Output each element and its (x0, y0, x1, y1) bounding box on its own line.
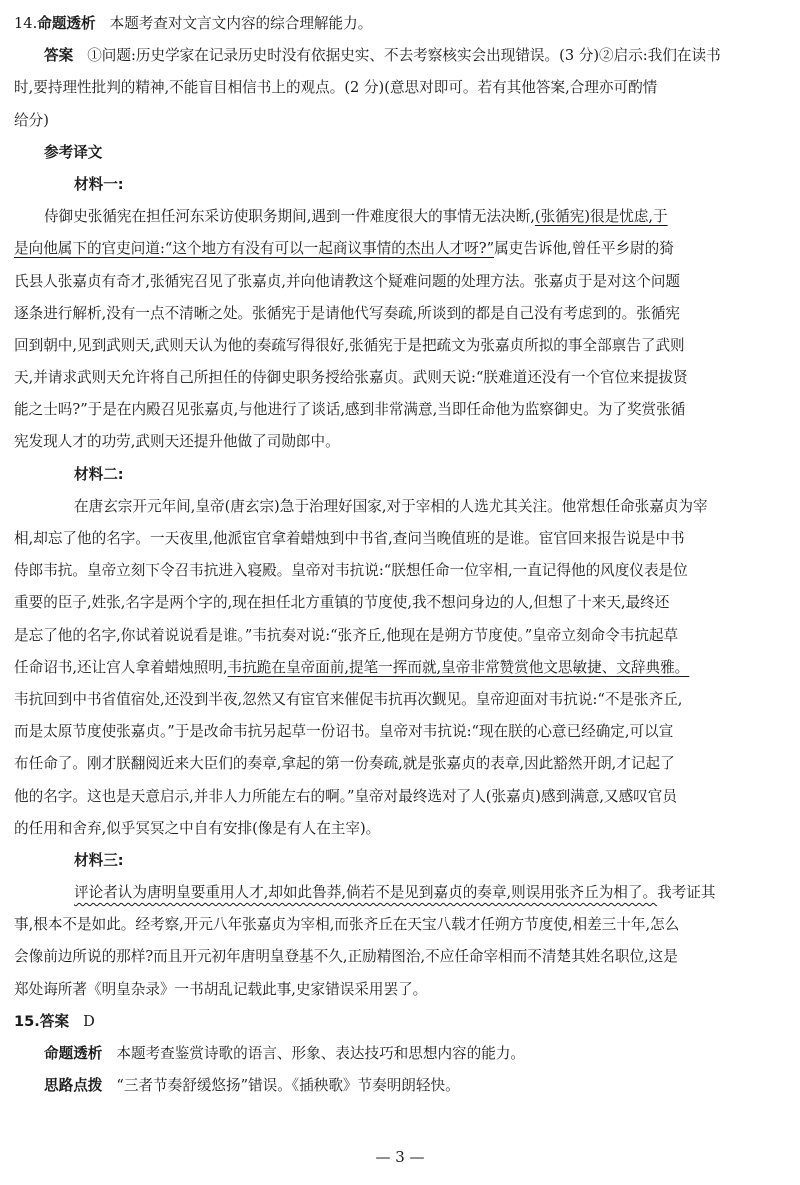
material-1-underlined-text: 是向他属下的官吏问道:“这个地方有没有可以一起商议事情的杰出人才呀?” (14, 240, 495, 258)
material-1-line-3: 氏县人张嘉贞有奇才,张循宪召见了张嘉贞,并向他请教这个疑难问题的处理方法。张嘉贞于是对这个问题 (14, 272, 681, 290)
translation-heading: 参考译文 (44, 143, 103, 161)
q14-analysis-label: 命题透析 (37, 15, 96, 32)
material-2-line-5: 是忘了他的名字,你试着说说看是谁。”韦抗奏对说:“张齐丘,他现在是朔方节度使。”皇帝立刻命令韦抗起草 (14, 626, 679, 644)
q14-answer-text-1: ①问题:历史学家在记录历史时没有依据史实、不去考察核实会出现错误。(3 分)②启示:我们在读书 (87, 47, 721, 65)
q14-answer-line-1 (14, 40, 786, 72)
q14-answer-label: 答案 (44, 47, 74, 65)
material-3-text: 我考证其 (657, 884, 716, 902)
q15-analysis-label: 命题透析 (44, 1045, 103, 1062)
material-3-line-1 (14, 877, 786, 909)
material-3-heading: 材料三: (74, 851, 124, 869)
q15-hint-line (14, 1070, 786, 1102)
q15-analysis-line (14, 1038, 786, 1070)
material-1-text: 侍御史张循宪在担任河东采访使职务期间,遇到一件难度很大的事情无法决断, (44, 208, 535, 226)
material-3-line-3: 会像前边所说的那样?而且开元初年唐明皇登基不久,正励精图治,不应任命宰相而不清楚其姓名职位,这是 (14, 948, 678, 966)
q14-analysis-line (14, 8, 786, 40)
q15-number: 15. (14, 1012, 40, 1030)
material-1-line-5: 回到朝中,见到武则天,武则天认为他的奏疏写得很好,张循宪于是把疏文为张嘉贞所拟的事全部禀告了武则 (14, 336, 685, 354)
material-1-line-1 (14, 201, 786, 233)
q15-answer-line (14, 1006, 786, 1038)
q14-answer-line-3: 给分) (14, 111, 49, 129)
material-1-heading: 材料一: (74, 175, 124, 193)
material-3-line-2: 事,根本不是如此。经考察,开元八年张嘉贞为宰相,而张齐丘在天宝八载才任朔方节度使,相差三十年,怎么 (14, 916, 680, 934)
material-2-heading: 材料二: (74, 465, 124, 483)
material-2-line-3: 侍郎韦抗。皇帝立刻下令召韦抗进入寝殿。皇帝对韦抗说:“朕想任命一位宰相,一直记得他的风度仪表是位 (14, 562, 688, 580)
material-1-underlined-text: (张循宪)很是忧虑,于 (534, 208, 668, 226)
q14-answer-line-2: 时,要持理性批判的精神,不能盲目相信书上的观点。(2 分)(意思对即可。若有其他答案,合理亦可酌情 (14, 79, 658, 97)
material-3-wavy-underlined-text: 评论者认为唐明皇要重用人才,却如此鲁莽,倘若不是见到嘉贞的奏章,则误用张齐丘为相了。 (74, 884, 658, 902)
material-2-line-2: 相,却忘了他的名字。一天夜里,他派宦官拿着蜡烛到中书省,查问当晚值班的是谁。宦官回来报告说是中书 (14, 530, 685, 547)
material-2-line-8: 而是太原节度使张嘉贞。”于是改命韦抗另起草一份诏书。皇帝对韦抗说:“现在朕的心意已经确定,可以宣 (14, 723, 674, 741)
material-2-line-1: 在唐玄宗开元年间,皇帝(唐玄宗)急于治理好国家,对于宰相的人选尤其关注。他常想任命张嘉贞为宰 (74, 497, 708, 515)
answer-page (14, 8, 786, 1102)
material-2-text: 任命诏书,还让宫人拿着蜡烛照明, (14, 658, 228, 676)
material-1-line-4: 逐条进行解析,没有一点不清晰之处。张循宪于是请他代写奏疏,所谈到的都是自己没有考虑到的。张循宪 (14, 304, 681, 322)
material-2-line-11: 的任用和舍弃,似乎冥冥之中自有安排(像是有人在主宰)。 (14, 819, 381, 837)
q15-analysis-text: 本题考查鉴赏诗歌的语言、形象、表达技巧和思想内容的能力。 (116, 1045, 526, 1062)
q15-hint-label: 思路点拨 (44, 1077, 103, 1095)
material-2-line-6 (14, 652, 786, 684)
q15-hint-text: “三者节奏舒缓悠扬”错误。《插秧歌》节奏明朗轻快。 (116, 1077, 460, 1095)
material-1-text: 属吏告诉他,曾任平乡尉的猗 (494, 240, 674, 258)
q15-answer-label: 答案 (39, 1012, 70, 1030)
page-number: — 3 — (375, 1148, 425, 1166)
q15-answer-value: D (83, 1012, 95, 1030)
material-1-line-8: 宪发现人才的功劳,武则天还提升他做了司勋郎中。 (14, 433, 340, 451)
material-3-line-4: 郑处诲所著《明皇杂录》一书胡乱记载此事,史家错误采用罢了。 (14, 980, 428, 998)
material-2-line-10: 他的名字。这也是天意启示,并非人力所能左右的啊。”皇帝对最终选对了人(张嘉贞)感到满意,又感叹官员 (14, 787, 677, 805)
material-1-line-7: 能之士吗?”于是在内殿召见张嘉贞,与他进行了谈话,感到非常满意,当即任命他为监察御史。为了奖赏张循 (14, 401, 686, 419)
material-2-line-9: 布任命了。刚才朕翻阅近来大臣们的奏章,拿起的第一份奏疏,就是张嘉贞的表章,因此豁然开朗,才记起了 (14, 755, 675, 773)
q14-number: 14. (14, 15, 38, 32)
material-1-line-2 (14, 233, 786, 265)
material-1-line-6: 天,并请求武则天允许将自己所担任的侍御史职务授给张嘉贞。武则天说:“朕难道还没有一个官位来提拔贤 (14, 369, 688, 387)
q14-analysis-text: 本题考查对文言文内容的综合理解能力。 (109, 15, 373, 32)
material-2-underlined-text: 韦抗跪在皇帝面前,提笔一挥而就,皇帝非常赞赏他文思敏捷、文辞典雅。 (227, 658, 690, 676)
material-2-line-7: 韦抗回到中书省值宿处,还没到半夜,忽然又有宦官来催促韦抗再次觐见。皇帝迎面对韦抗说:“不是张齐丘, (14, 690, 683, 708)
material-2-line-4: 重要的臣子,姓张,名字是两个字的,现在担任北方重镇的节度使,我不想问身边的人,但想了十来天,最终还 (14, 594, 670, 612)
